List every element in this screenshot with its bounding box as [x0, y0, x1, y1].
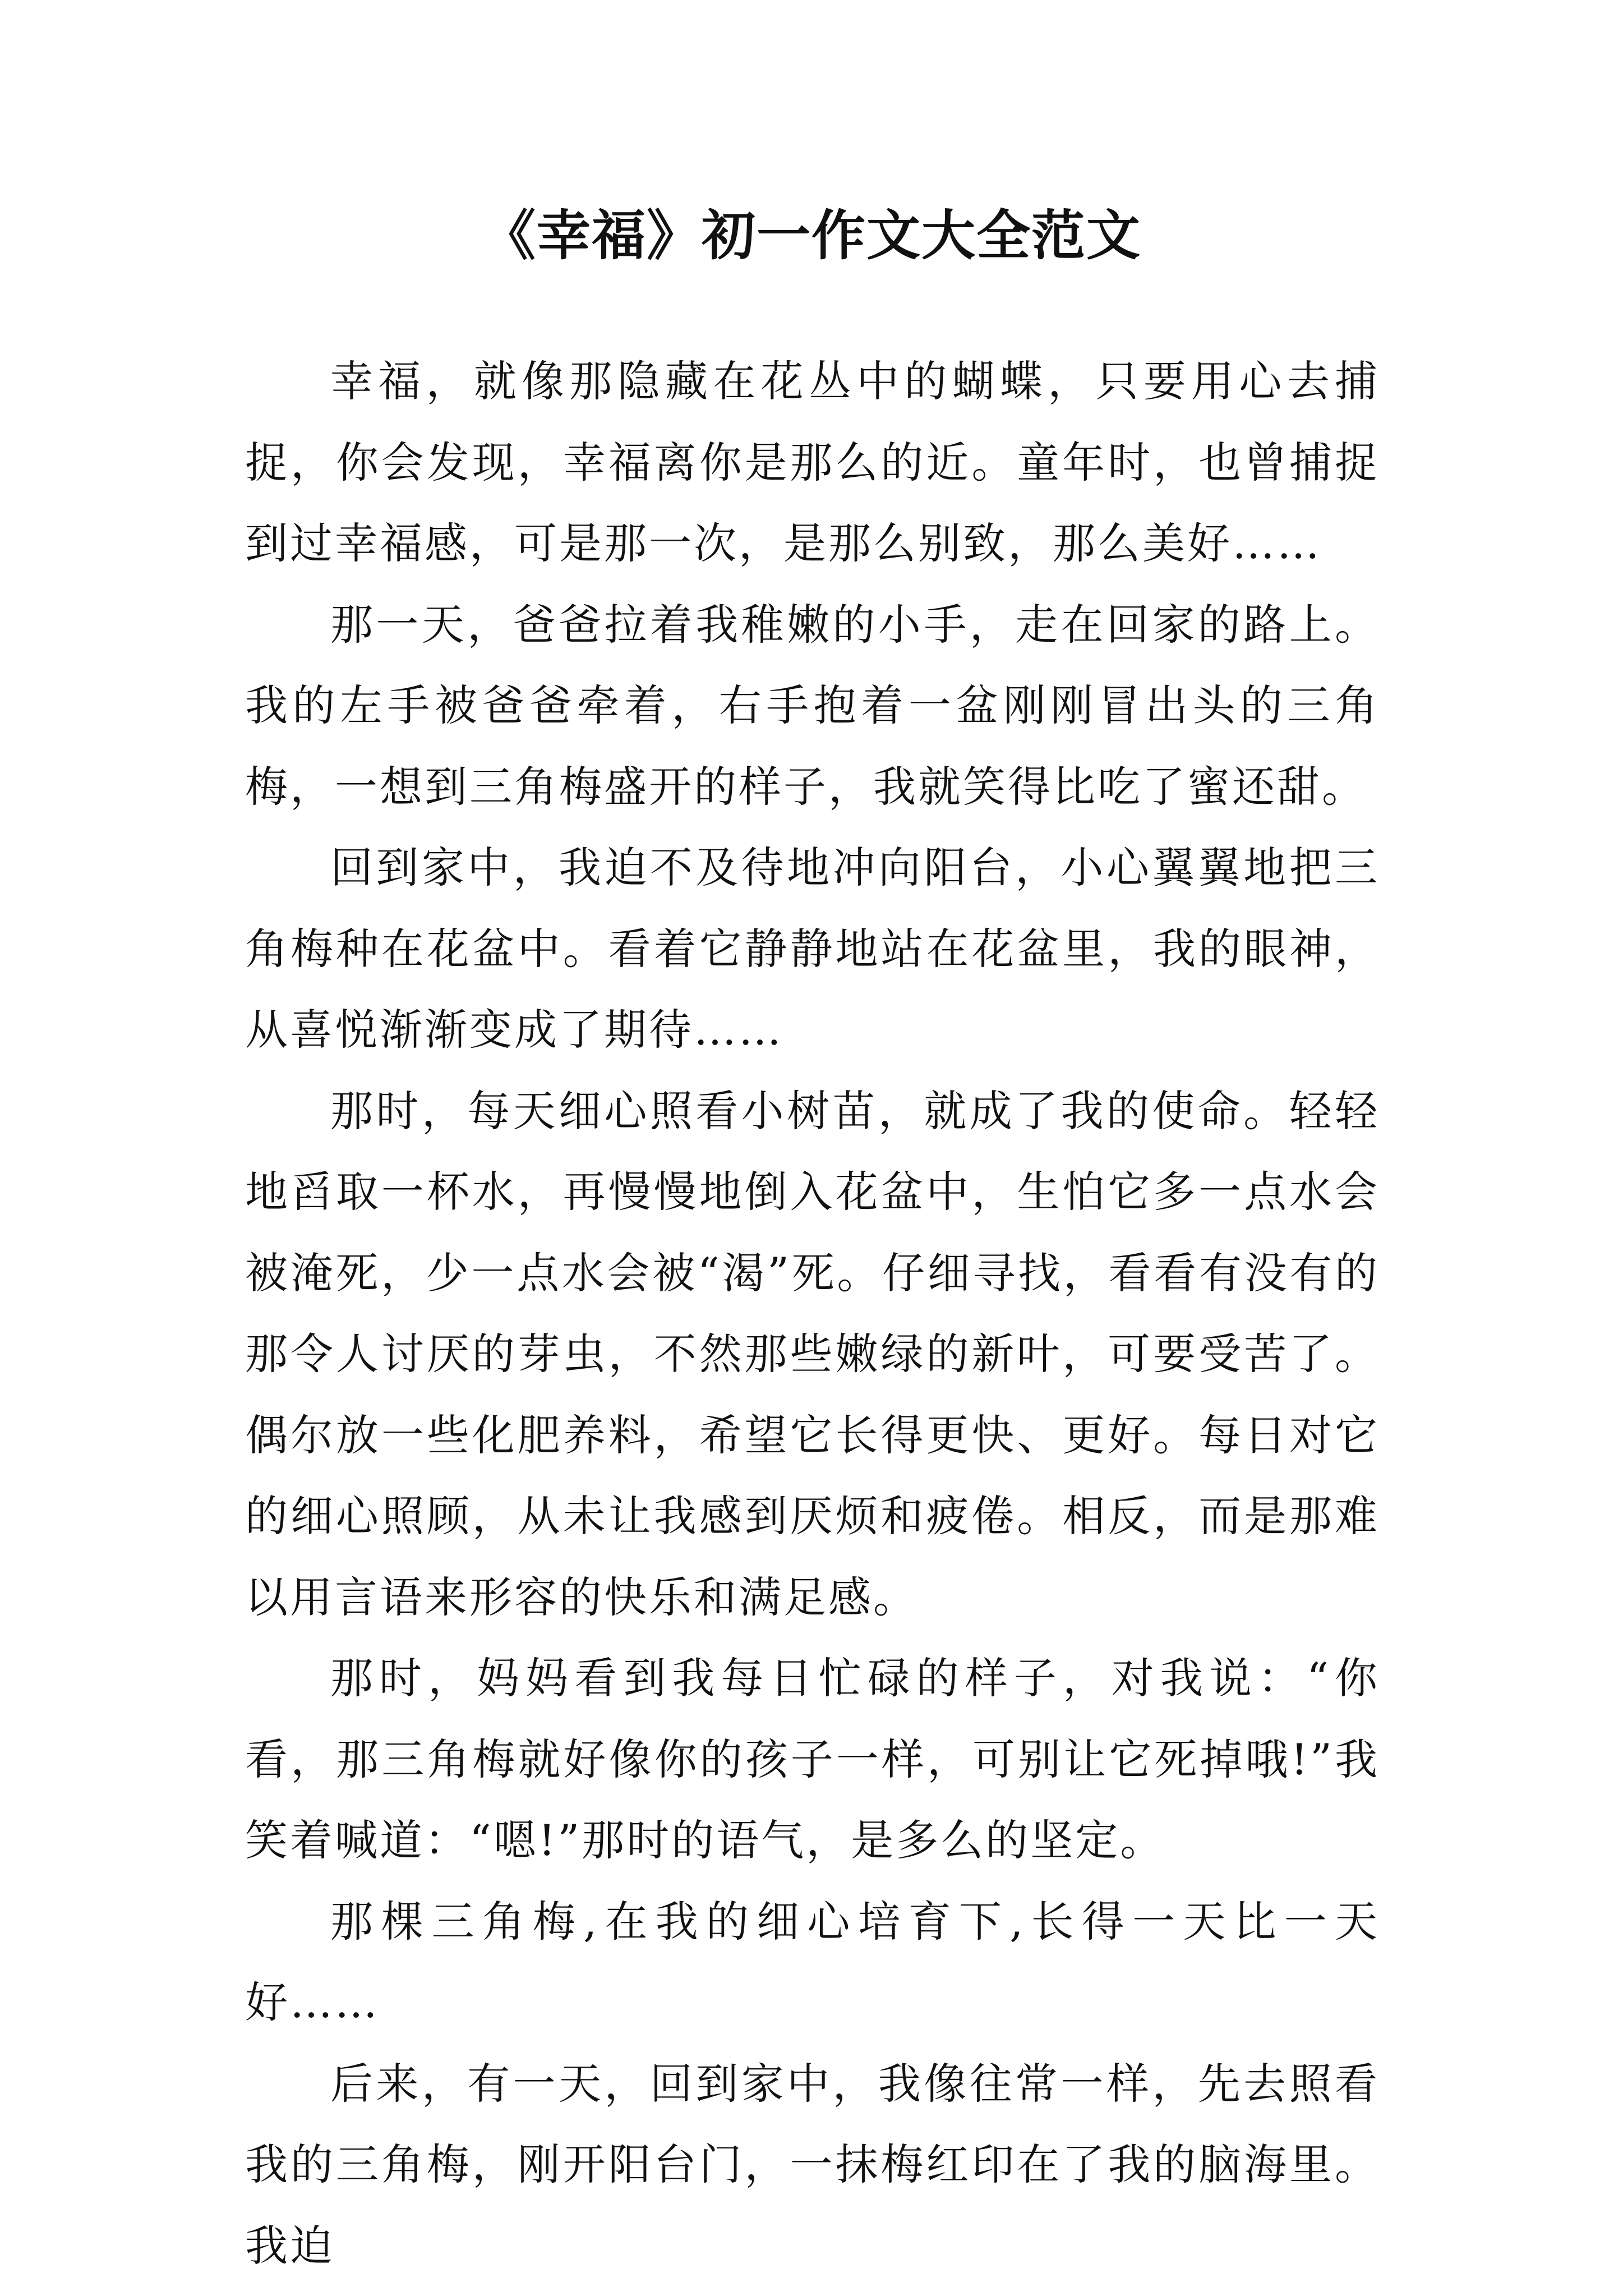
document-title: 《幸福》初一作文大全范文: [482, 204, 1141, 267]
document-body: [245, 341, 1380, 2286]
paragraph: 那一天，爸爸拉着我稚嫩的小手，走在回家的路上。我的左手被爸爸牵着，右手抱着一盆刚刚冒出头的三角梅，一想到三角梅盛开的样子，我就笑得比吃了蜜还甜。: [245, 599, 1380, 812]
paragraph: 那棵三角梅,在我的细心培育下,长得一天比一天好……: [245, 1896, 1380, 2027]
paragraph: 幸福，就像那隐藏在花丛中的蝴蝶，只要用心去捕捉，你会发现，幸福离你是那么的近。童年时，也曾捕捉到过幸福感，可是那一次，是那么别致，那么美好……: [245, 356, 1380, 568]
paragraph: 那时，妈妈看到我每日忙碌的样子，对我说：“你看，那三角梅就好像你的孩子一样，可别让它死掉哦!”我笑着喊道：“嗯!”那时的语气，是多么的坚定。: [245, 1653, 1380, 1865]
paragraph: 后来，有一天，回到家中，我像往常一样，先去照看我的三角梅，刚开阳台门，一抹梅红印在了我的脑海里。我迫: [245, 2058, 1380, 2271]
paragraph: 回到家中，我迫不及待地冲向阳台，小心翼翼地把三角梅种在花盆中。看着它静静地站在花盆里，我的眼神，从喜悦渐渐变成了期待……: [245, 843, 1380, 1055]
paragraph: 那时，每天细心照看小树苗，就成了我的使命。轻轻地舀取一杯水，再慢慢地倒入花盆中，生怕它多一点水会被淹死，少一点水会被“渴”死。仔细寻找，看看有没有的那令人讨厌的芽虫，不然那些嫩绿的新叶，可要受苦了。偶尔放一些化肥养料，希望它长得更快、更好。每日对它的细心照顾，从未让我感到厌烦和疲倦。相反，而是那难以用言语来形容的快乐和满足感。: [245, 1085, 1380, 1622]
